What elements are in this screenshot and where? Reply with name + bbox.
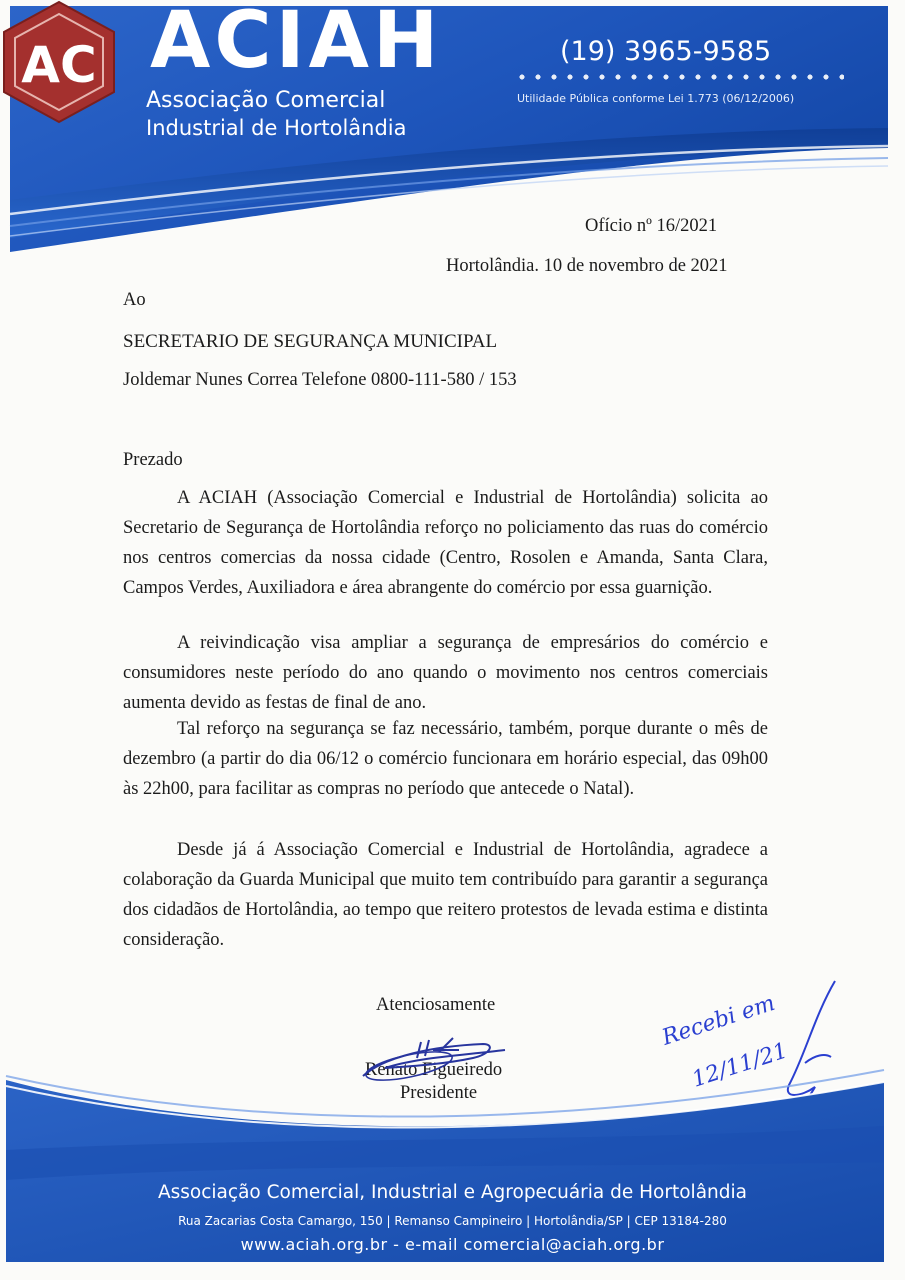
brand-subtitle-line1: Associação Comercial: [146, 88, 386, 113]
recipient-contact: Joldemar Nunes Correa Telefone 0800-111-580 / 153: [123, 370, 517, 390]
utility-note: Utilidade Pública conforme Lei 1.773 (06/12/2006): [517, 92, 795, 105]
header-phone: (19) 3965-9585: [560, 36, 772, 67]
body-paragraph-1: A ACIAH (Associação Comercial e Industrial de Hortolândia) solicita ao Secretario de Segurança de Hortolândia reforço no policiamento das ruas do comércio nos centros comercias da nossa cidade (Centro, Rosolen e Amanda, Santa Clara, Campos Verdes, Auxiliadora e área abrangente do comércio por essa guarnição.: [123, 488, 768, 598]
aciah-logo-icon: [0, 0, 118, 124]
svg-text:12/11/21: 12/11/21: [689, 1038, 791, 1093]
svg-text:Recebi em: Recebi em: [659, 990, 779, 1051]
recipient-title: SECRETARIO DE SEGURANÇA MUNICIPAL: [123, 331, 498, 352]
footer-contact: www.aciah.org.br - e-mail comercial@aciah.org.br: [240, 1235, 665, 1254]
brand-title: ACIAH: [150, 0, 443, 86]
footer-organization: Associação Comercial, Industrial e Agropecuária de Hortolândia: [158, 1182, 747, 1203]
salutation: Prezado: [123, 450, 183, 470]
header-dotted-divider: [514, 72, 844, 82]
body-paragraph-4: Desde já á Associação Comercial e Industrial de Hortolândia, agradece a colaboração da Guarda Municipal que muito tem contribuído para garantir a segurança dos cidadãos de Hortolândia, ao tempo que reitero protestos de levada estima e distinta consideração.: [123, 840, 768, 950]
svg-text:AC: AC: [21, 36, 97, 94]
closing: Atenciosamente: [376, 995, 496, 1015]
footer-address: Rua Zacarias Costa Camargo, 150 | Remanso Campineiro | Hortolândia/SP | CEP 13184-280: [178, 1214, 727, 1228]
letterhead-header: [0, 0, 905, 260]
signer-role: Presidente: [400, 1083, 478, 1103]
body-paragraph-2: A reivindicação visa ampliar a segurança de empresários do comércio e consumidores neste período do ano quando o movimento nos centros comerciais aumenta devido as festas de final de ano.: [123, 633, 768, 713]
body-paragraph-3: Tal reforço na segurança se faz necessário, também, porque durante o mês de dezembro (a partir do dia 06/12 o comércio funcionara em horário especial, das 09h00 às 22h00, para facilitar as compras no período que antecede o Natal).: [123, 719, 768, 799]
signer-name: Renato Figueiredo: [365, 1060, 503, 1080]
brand-subtitle-line2: Industrial de Hortolândia: [146, 116, 407, 140]
letterhead-footer: [0, 1040, 905, 1280]
addressee-prefix: Ao: [123, 290, 146, 310]
date-line: Hortolândia. 10 de novembro de 2021: [446, 256, 728, 276]
office-number: Ofício nº 16/2021: [585, 216, 718, 236]
